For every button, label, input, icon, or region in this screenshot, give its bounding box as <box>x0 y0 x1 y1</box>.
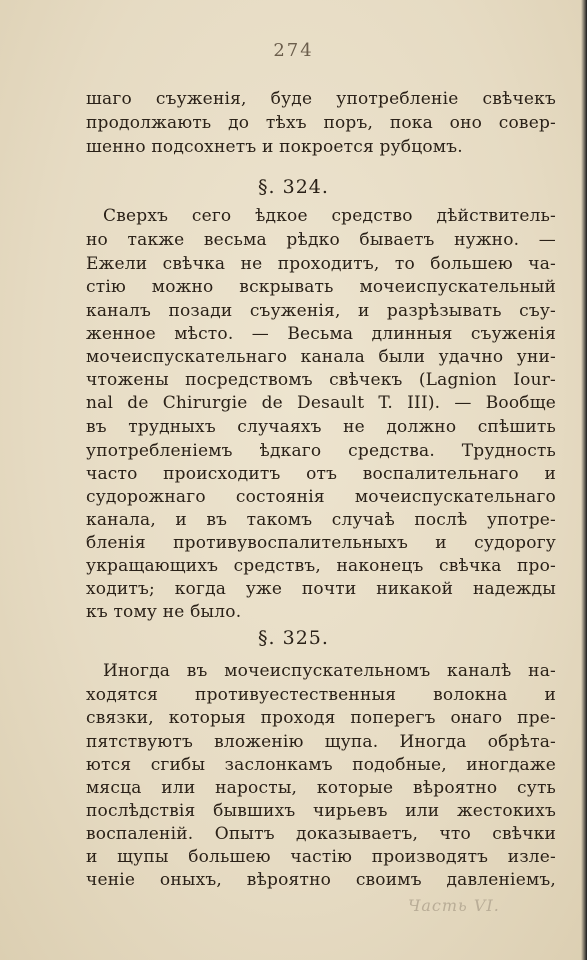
text-line: употребленіемъ ѣдкаго средства. Трудность <box>86 441 556 461</box>
text-line: женное мѣсто. — Весьма длинныя съуженія <box>86 324 556 344</box>
text-line: Сверхъ сего ѣдкое средство дѣйствитель- <box>103 206 556 226</box>
text-line: Иногда въ мочеиспускательномъ каналѣ на- <box>103 661 556 681</box>
text-line: ходятся противуестественныя волокна и <box>86 685 556 705</box>
text-line: каналъ позади съуженія, и разрѣзывать съу- <box>86 301 556 321</box>
text-line: мясца или наросты, которые вѣроятно суть <box>86 778 556 798</box>
text-line: и щупы большею частію производятъ изле- <box>86 847 556 867</box>
text-line: ченіе оныхъ, вѣроятно своимъ давленіемъ, <box>86 870 556 890</box>
page-edge-shadow <box>581 0 587 960</box>
text-line: въ трудныхъ случаяхъ не должно спѣшить <box>86 417 556 437</box>
text-line: шенно подсохнетъ и покроется рубцомъ. <box>86 137 463 157</box>
text-line: продолжають до тѣхъ поръ, пока оно совер- <box>86 113 556 133</box>
text-line: чтожены посредствомъ свѣчекъ (Lagnion Iour- <box>86 370 556 390</box>
text-line: послѣдствія бывшихъ чирьевъ или жестокихъ <box>86 801 556 821</box>
section-heading: §. 324. <box>258 176 329 198</box>
text-line: стію можно вскрывать мочеиспускательный <box>86 277 556 297</box>
text-line: укращающихъ средствъ, наконецъ свѣчка про- <box>86 556 556 576</box>
text-line: часто происходитъ отъ воспалительнаго и <box>86 464 556 484</box>
section-heading: §. 325. <box>258 627 329 649</box>
text-line: пятствуютъ вложенію щупа. Иногда обрѣта- <box>86 732 556 752</box>
text-line: ходитъ; когда уже почти никакой надежды <box>86 579 556 599</box>
text-line: судорожнаго состоянія мочеиспускательнаго <box>86 487 556 507</box>
text-line: канала, и въ такомъ случаѣ послѣ употре- <box>86 510 556 530</box>
page-number: 274 <box>273 40 314 61</box>
text-line: мочеиспускательнаго канала были удачно уни- <box>86 347 556 367</box>
text-line: воспаленій. Опытъ доказываетъ, что свѣчки <box>86 824 556 844</box>
text-line: ются сгибы заслонкамъ подобные, иногдаже <box>86 755 556 775</box>
text-line: связки, которыя проходя поперегъ онаго пре- <box>86 708 556 728</box>
text-line: шаго съуженія, буде употребленіе свѣчекъ <box>86 89 556 109</box>
text-line: но также весьма рѣдко бываетъ нужно. — <box>86 230 556 250</box>
signature-mark: Часть VI. <box>408 896 500 915</box>
text-line: nal de Chirurgie de Desault T. III). — Вообще <box>86 393 556 413</box>
text-line: къ тому не было. <box>86 602 242 622</box>
text-line: бленія противувоспалительныхъ и судорогу <box>86 533 556 553</box>
text-line: Ежели свѣчка не проходитъ, то большею ча- <box>86 254 556 274</box>
